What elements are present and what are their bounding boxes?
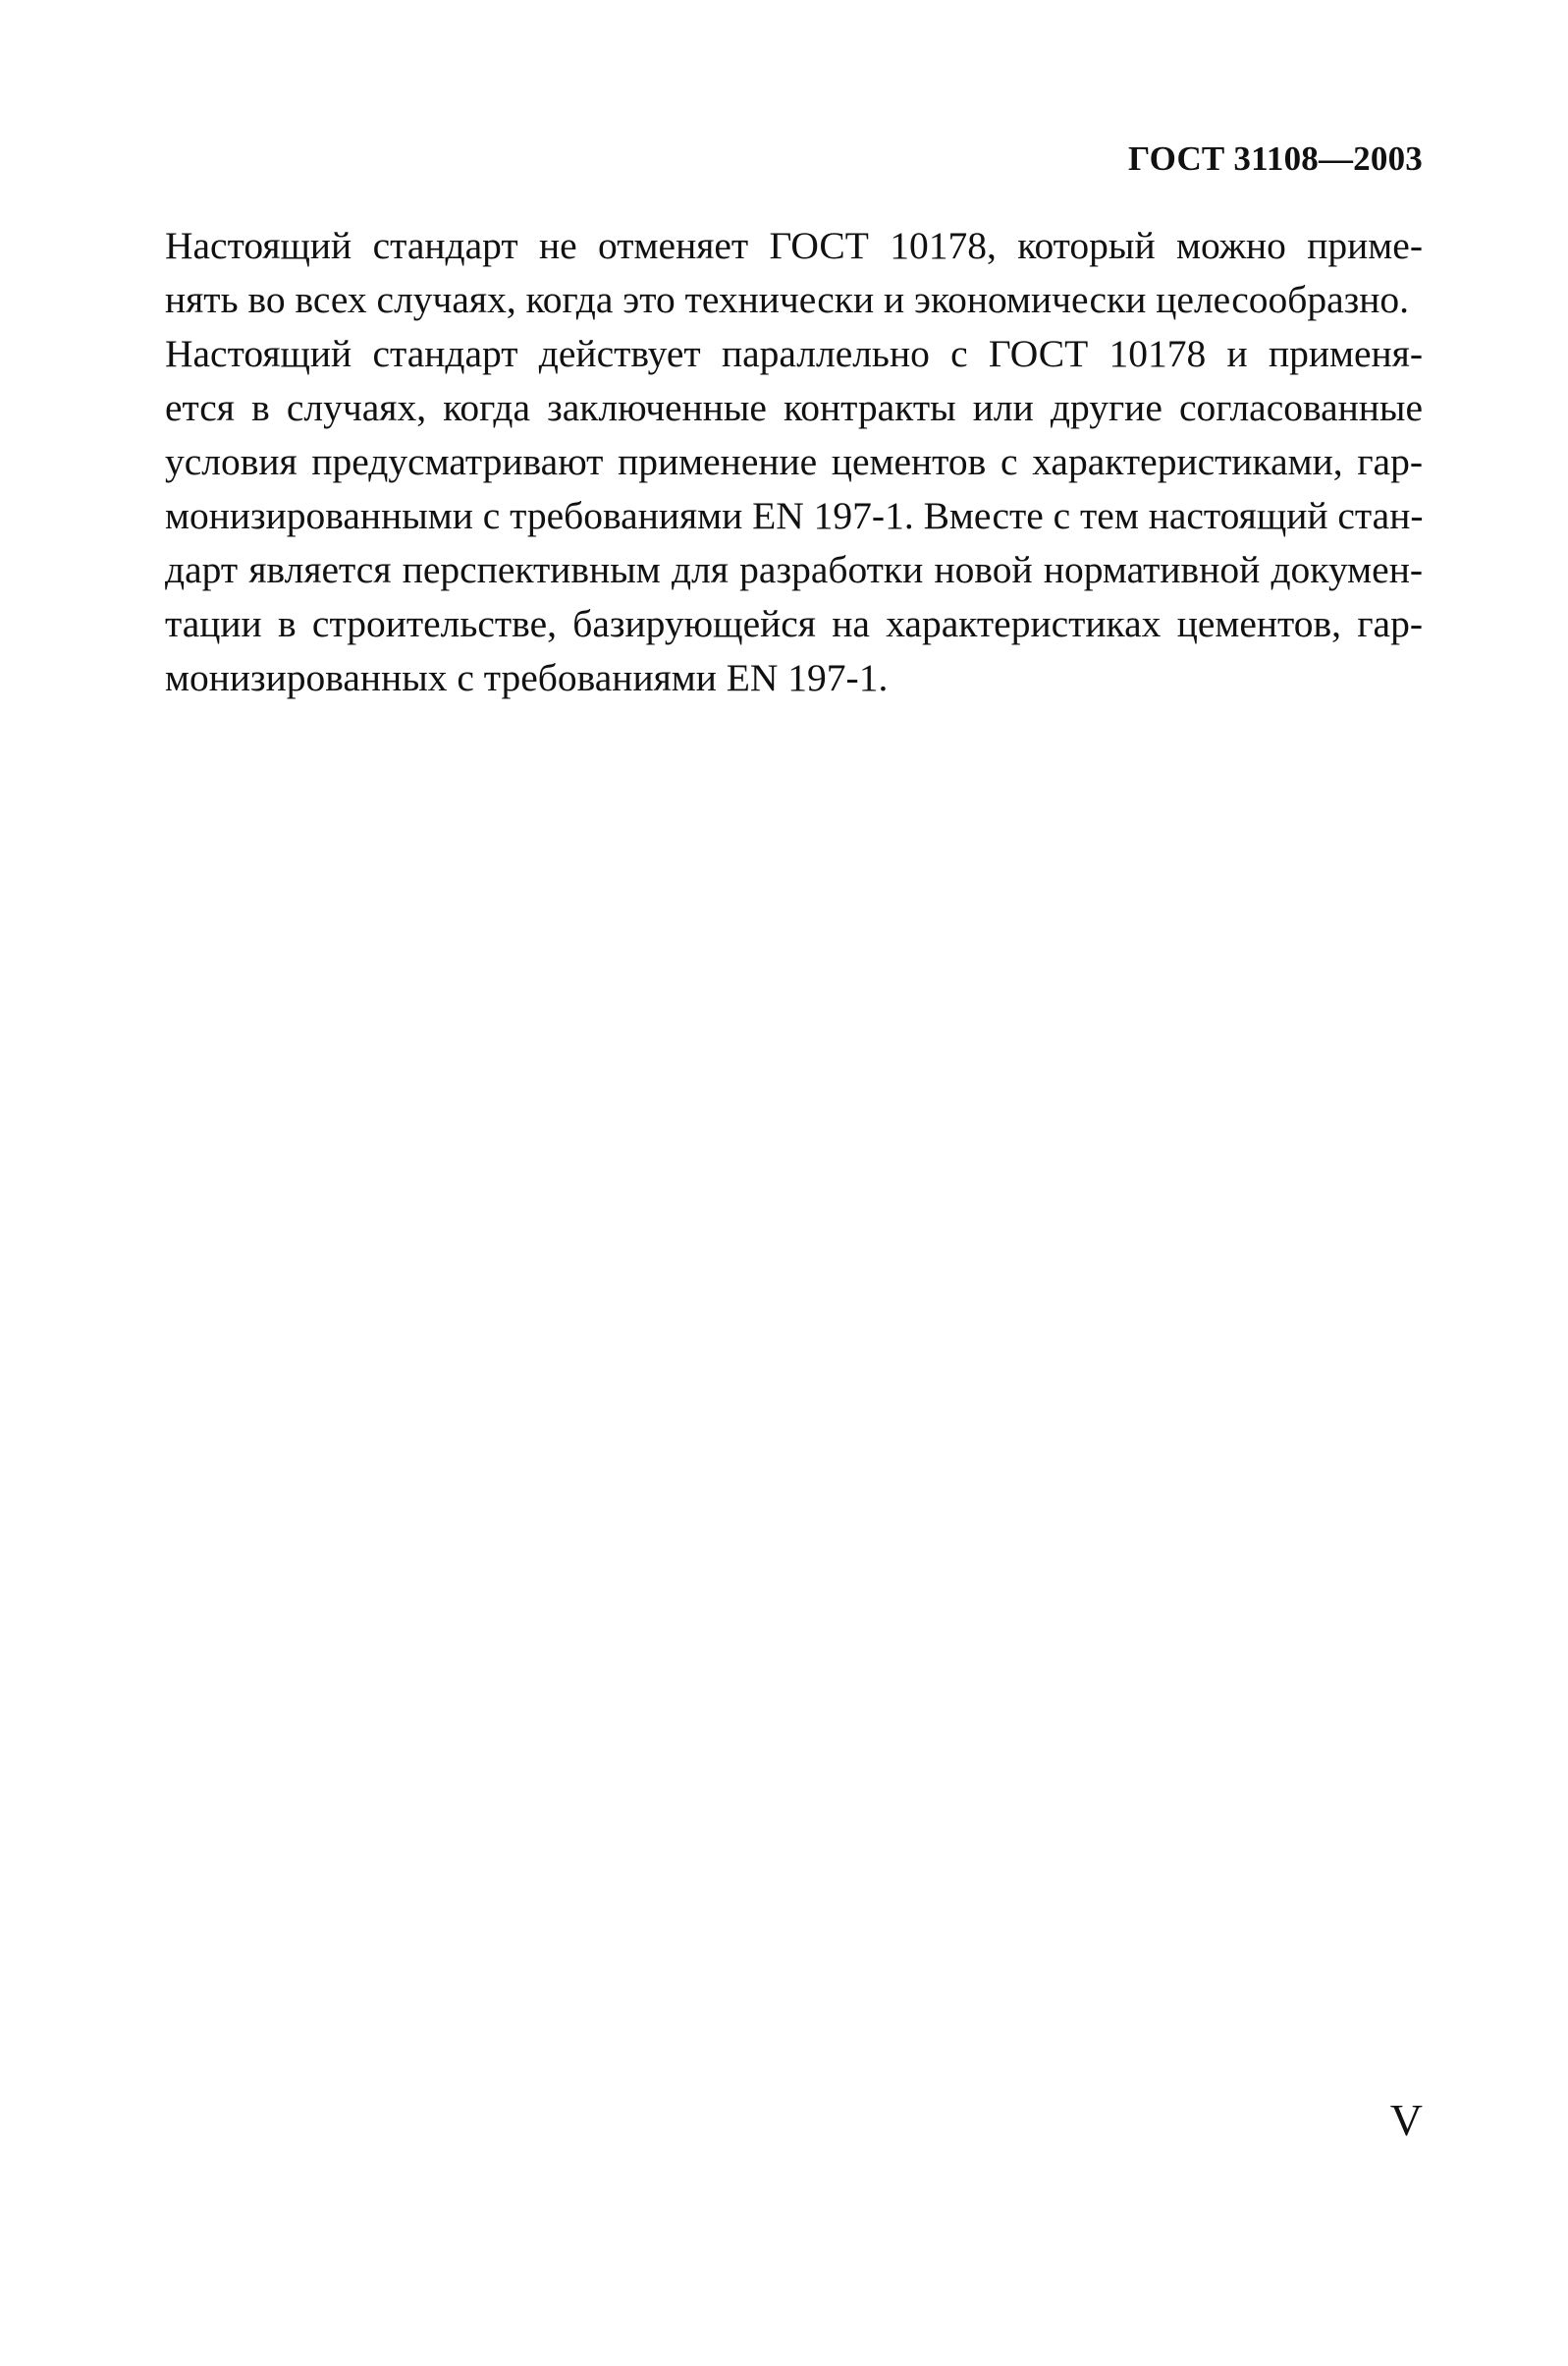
paragraph-line: Настоящий стандарт не отменяет ГОСТ 10178, который можно приме- (165, 224, 1423, 267)
paragraph-line: ется в случаях, когда заключенные контракты или другие согласованные (165, 386, 1423, 429)
paragraph-line: тации в строительстве, базирующейся на характеристиках цементов, гар- (165, 602, 1423, 645)
paragraph-2 (165, 327, 1423, 705)
body-text (165, 219, 1423, 705)
paragraph-line: монизированными с требованиями EN 197-1. Вместе с тем настоящий стан- (165, 494, 1423, 537)
page-number: V (1389, 2095, 1423, 2145)
paragraph-line: условия предусматривают применение цементов с характеристиками, гар- (165, 440, 1423, 483)
paragraph-line: дарт является перспективным для разработки новой нормативной докумен- (165, 548, 1423, 591)
paragraph-1 (165, 219, 1423, 327)
document-header-standard-id: ГОСТ 31108—2003 (1128, 139, 1423, 178)
paragraph-line: монизированных с требованиями EN 197-1. (165, 656, 889, 699)
paragraph-line: нять во всех случаях, когда это технически и экономически целесообразно. (165, 278, 1409, 321)
paragraph-line: Настоящий стандарт действует параллельно с ГОСТ 10178 и применя- (165, 332, 1423, 375)
